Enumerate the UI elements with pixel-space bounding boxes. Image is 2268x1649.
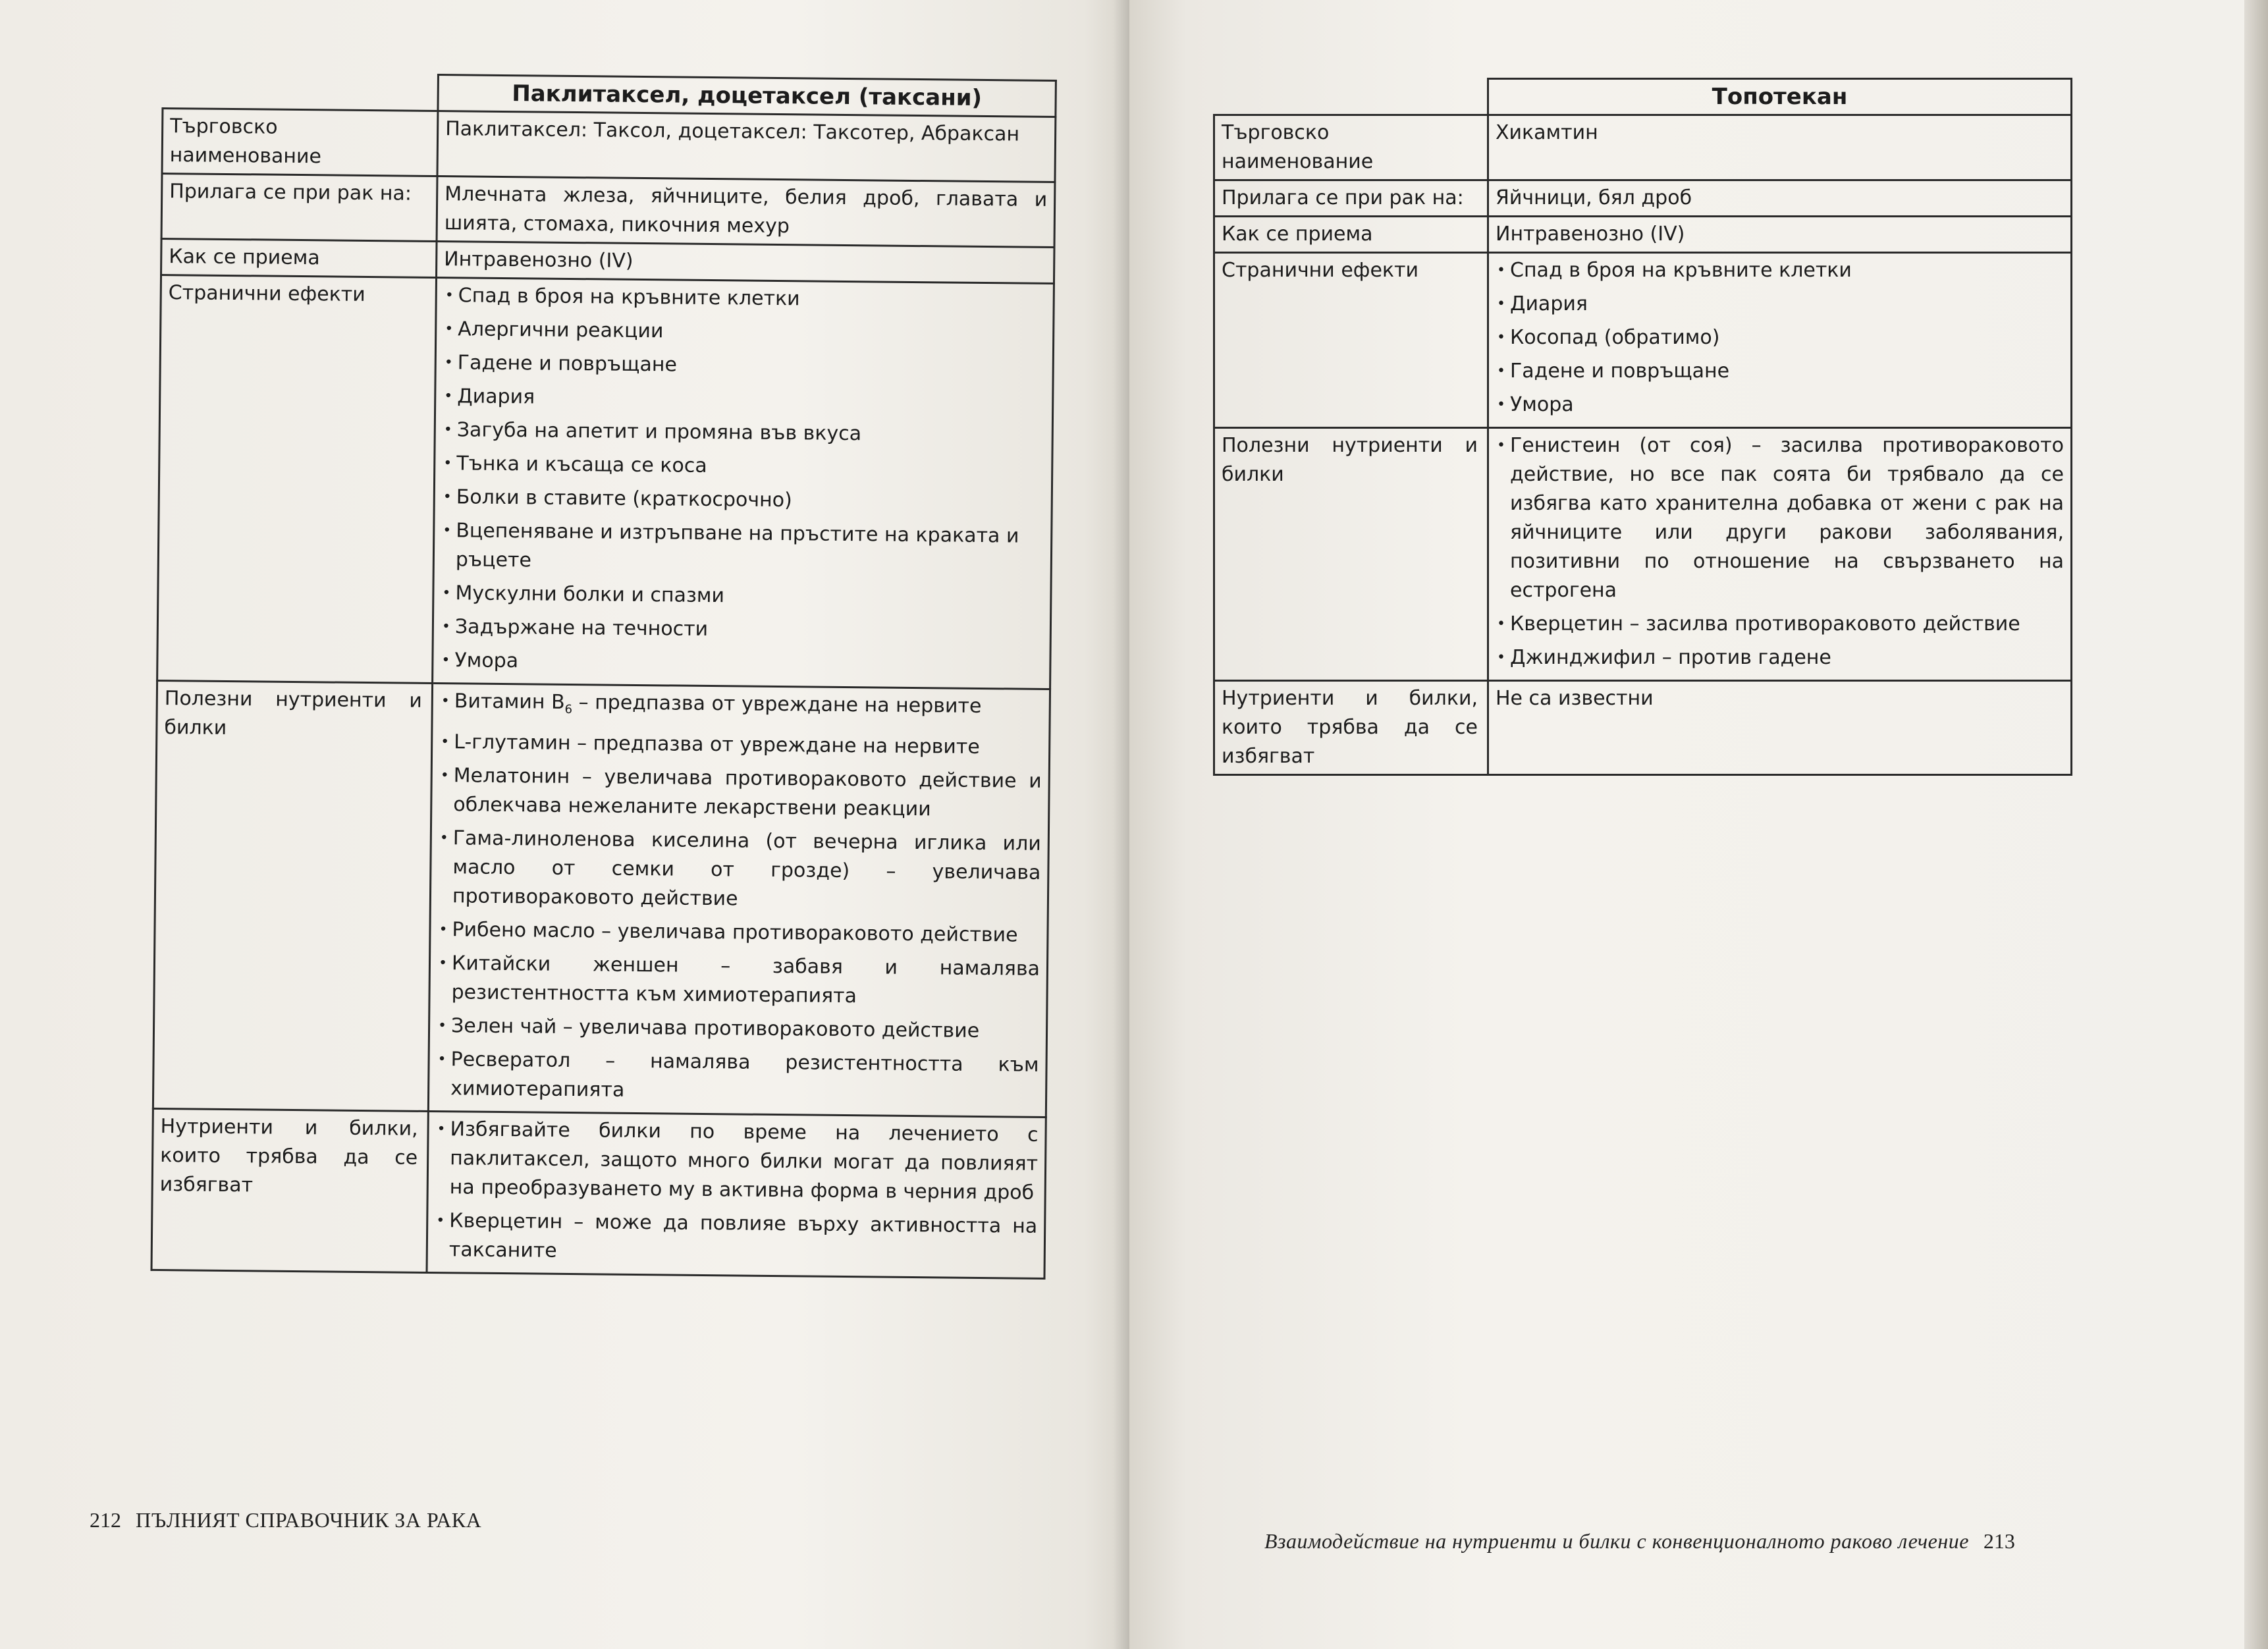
row-label: Търговско наименование xyxy=(1214,115,1488,180)
list-item: • Ресвератол – намалява резистентността към химиотерапията xyxy=(436,1045,1039,1109)
side-effects-list xyxy=(1496,256,2064,419)
row-value: Хикамтин xyxy=(1488,115,2072,180)
list-item: • Рибено масло – увеличава противораковото действие xyxy=(437,915,1040,950)
list-item: • Спад в броя на кръвните клетки xyxy=(1496,256,2064,285)
list-item: • Загуба на апетит и промяна във вкуса xyxy=(443,416,1045,450)
list-item: • Генистеин (от соя) – засилва противораковото действие, но все пак соята би трябвало да се избягва като хранителна добавка от жени с рак на яйчниците или други ракови заболявания, позитивни по отношение на свързването на естрогена xyxy=(1496,431,2064,605)
beneficial-list xyxy=(436,687,1042,1109)
row-label: Нутриенти и билки, които трябва да се избягват xyxy=(151,1108,428,1272)
left-page xyxy=(0,0,1129,1649)
topotecan-table xyxy=(1213,78,2072,776)
list-item: • Умора xyxy=(440,646,1042,681)
list-item: • Джинджифил – против гадене xyxy=(1496,643,2064,672)
row-value: Интравенозно (IV) xyxy=(437,242,1054,284)
side-effects-list xyxy=(440,281,1046,681)
beneficial-list xyxy=(1496,431,2064,672)
row-label: Странични ефекти xyxy=(157,275,437,684)
list-item: • Зелен чай – увеличава противораковото действие xyxy=(437,1012,1039,1046)
page-number: 212 xyxy=(90,1508,121,1532)
row-label: Как се приема xyxy=(161,239,437,278)
row-value: Не са известни xyxy=(1488,681,2072,775)
list-item: • L-глутамин – предпазва от увреждане на нервите xyxy=(439,728,1042,763)
list-item: • Косопад (обратимо) xyxy=(1496,323,2064,352)
list-item: • Кверцетин – може да повлияе върху активността на таксаните xyxy=(435,1206,1038,1270)
table-row xyxy=(161,174,1055,248)
list-item: • Болки в ставите (краткосрочно) xyxy=(442,483,1044,518)
running-title: ПЪЛНИЯТ СПРАВОЧНИК ЗА РАКА xyxy=(136,1508,482,1532)
list-item: • Мелатонин – увеличава противораковото действие и облекчава нежеланите лекарствени реакции xyxy=(439,761,1042,825)
list-item: • Тънка и късаща се коса xyxy=(442,449,1044,484)
row-value: Интравенозно (IV) xyxy=(1488,217,2072,253)
table-row xyxy=(157,275,1054,689)
row-label: Нутриенти и билки, които трябва да се избягват xyxy=(1214,681,1488,775)
avoid-list xyxy=(435,1115,1039,1270)
list-item: • Витамин $B_6$ – предпазва от увреждане на нервите xyxy=(440,687,1042,729)
list-item: • Диария xyxy=(443,382,1045,417)
table-row xyxy=(151,1108,1046,1278)
page-footer xyxy=(90,1508,481,1532)
row-label: Прилага се при рак на: xyxy=(1214,180,1488,217)
row-label: Как се приема xyxy=(1214,217,1488,253)
table-row xyxy=(162,109,1056,182)
list-item: • Гама-линоленова киселина (от вечерна иглика или масло от семки от грозде) – увеличава противораковото действие xyxy=(438,824,1041,917)
running-title: Взаимодействие на нутриенти и билки с конвенционалното раково лечение xyxy=(1264,1529,1969,1553)
table-row xyxy=(1214,681,2072,775)
list-item: • Китайски женшен – забавя и намалява резистентността към химиотерапията xyxy=(437,949,1040,1013)
row-label: Прилага се при рак на: xyxy=(161,174,437,242)
table-row xyxy=(1214,428,2072,681)
row-label: Странични ефекти xyxy=(1214,253,1488,428)
table-row xyxy=(1214,180,2072,217)
table-title: Паклитаксел, доцетаксел (таксани) xyxy=(438,75,1056,117)
page-number: 213 xyxy=(1983,1529,2015,1553)
row-value: Яйчници, бял дроб xyxy=(1488,180,2072,217)
table-title: Топотекан xyxy=(1488,79,2072,115)
list-item: • Диария xyxy=(1496,290,2064,319)
page-footer xyxy=(1264,1529,2015,1554)
page-edge xyxy=(2244,0,2268,1649)
list-item: • Избягвайте билки по време на лечението с паклитаксел, защото много билки могат да повлияят на преобразуването му в активна форма в черния дроб xyxy=(435,1115,1039,1208)
list-item: • Мускулни болки и спазми xyxy=(441,579,1043,614)
list-item: • Спад в броя на кръвните клетки xyxy=(444,281,1046,316)
list-item: • Вцепеняване и изтръпване на пръстите на краката и ръцете xyxy=(441,516,1044,580)
taxanes-table xyxy=(151,71,1057,1280)
table-row xyxy=(1214,253,2072,428)
row-label: Полезни нутриенти и билки xyxy=(1214,428,1488,681)
row-value: Паклитаксел: Таксол, доцетаксел: Таксотер, Абраксан xyxy=(437,111,1056,182)
list-item: • Гадене и повръщане xyxy=(1496,357,2064,386)
row-label: Търговско наименование xyxy=(162,109,438,176)
list-item: • Умора xyxy=(1496,391,2064,419)
list-item: • Задържане на течности xyxy=(441,612,1043,647)
list-item: • Гадене и повръщане xyxy=(443,348,1046,383)
list-item: • Кверцетин – засилва противораковото действие xyxy=(1496,610,2064,639)
table-row xyxy=(153,680,1050,1117)
table-row xyxy=(1214,217,2072,253)
table-row xyxy=(1214,115,2072,180)
list-item: • Алергични реакции xyxy=(443,315,1046,350)
row-label: Полезни нутриенти и билки xyxy=(153,680,432,1111)
row-value: Млечната жлеза, яйчниците, белия дроб, главата и шията, стомаха, пикочния мехур xyxy=(437,176,1055,248)
